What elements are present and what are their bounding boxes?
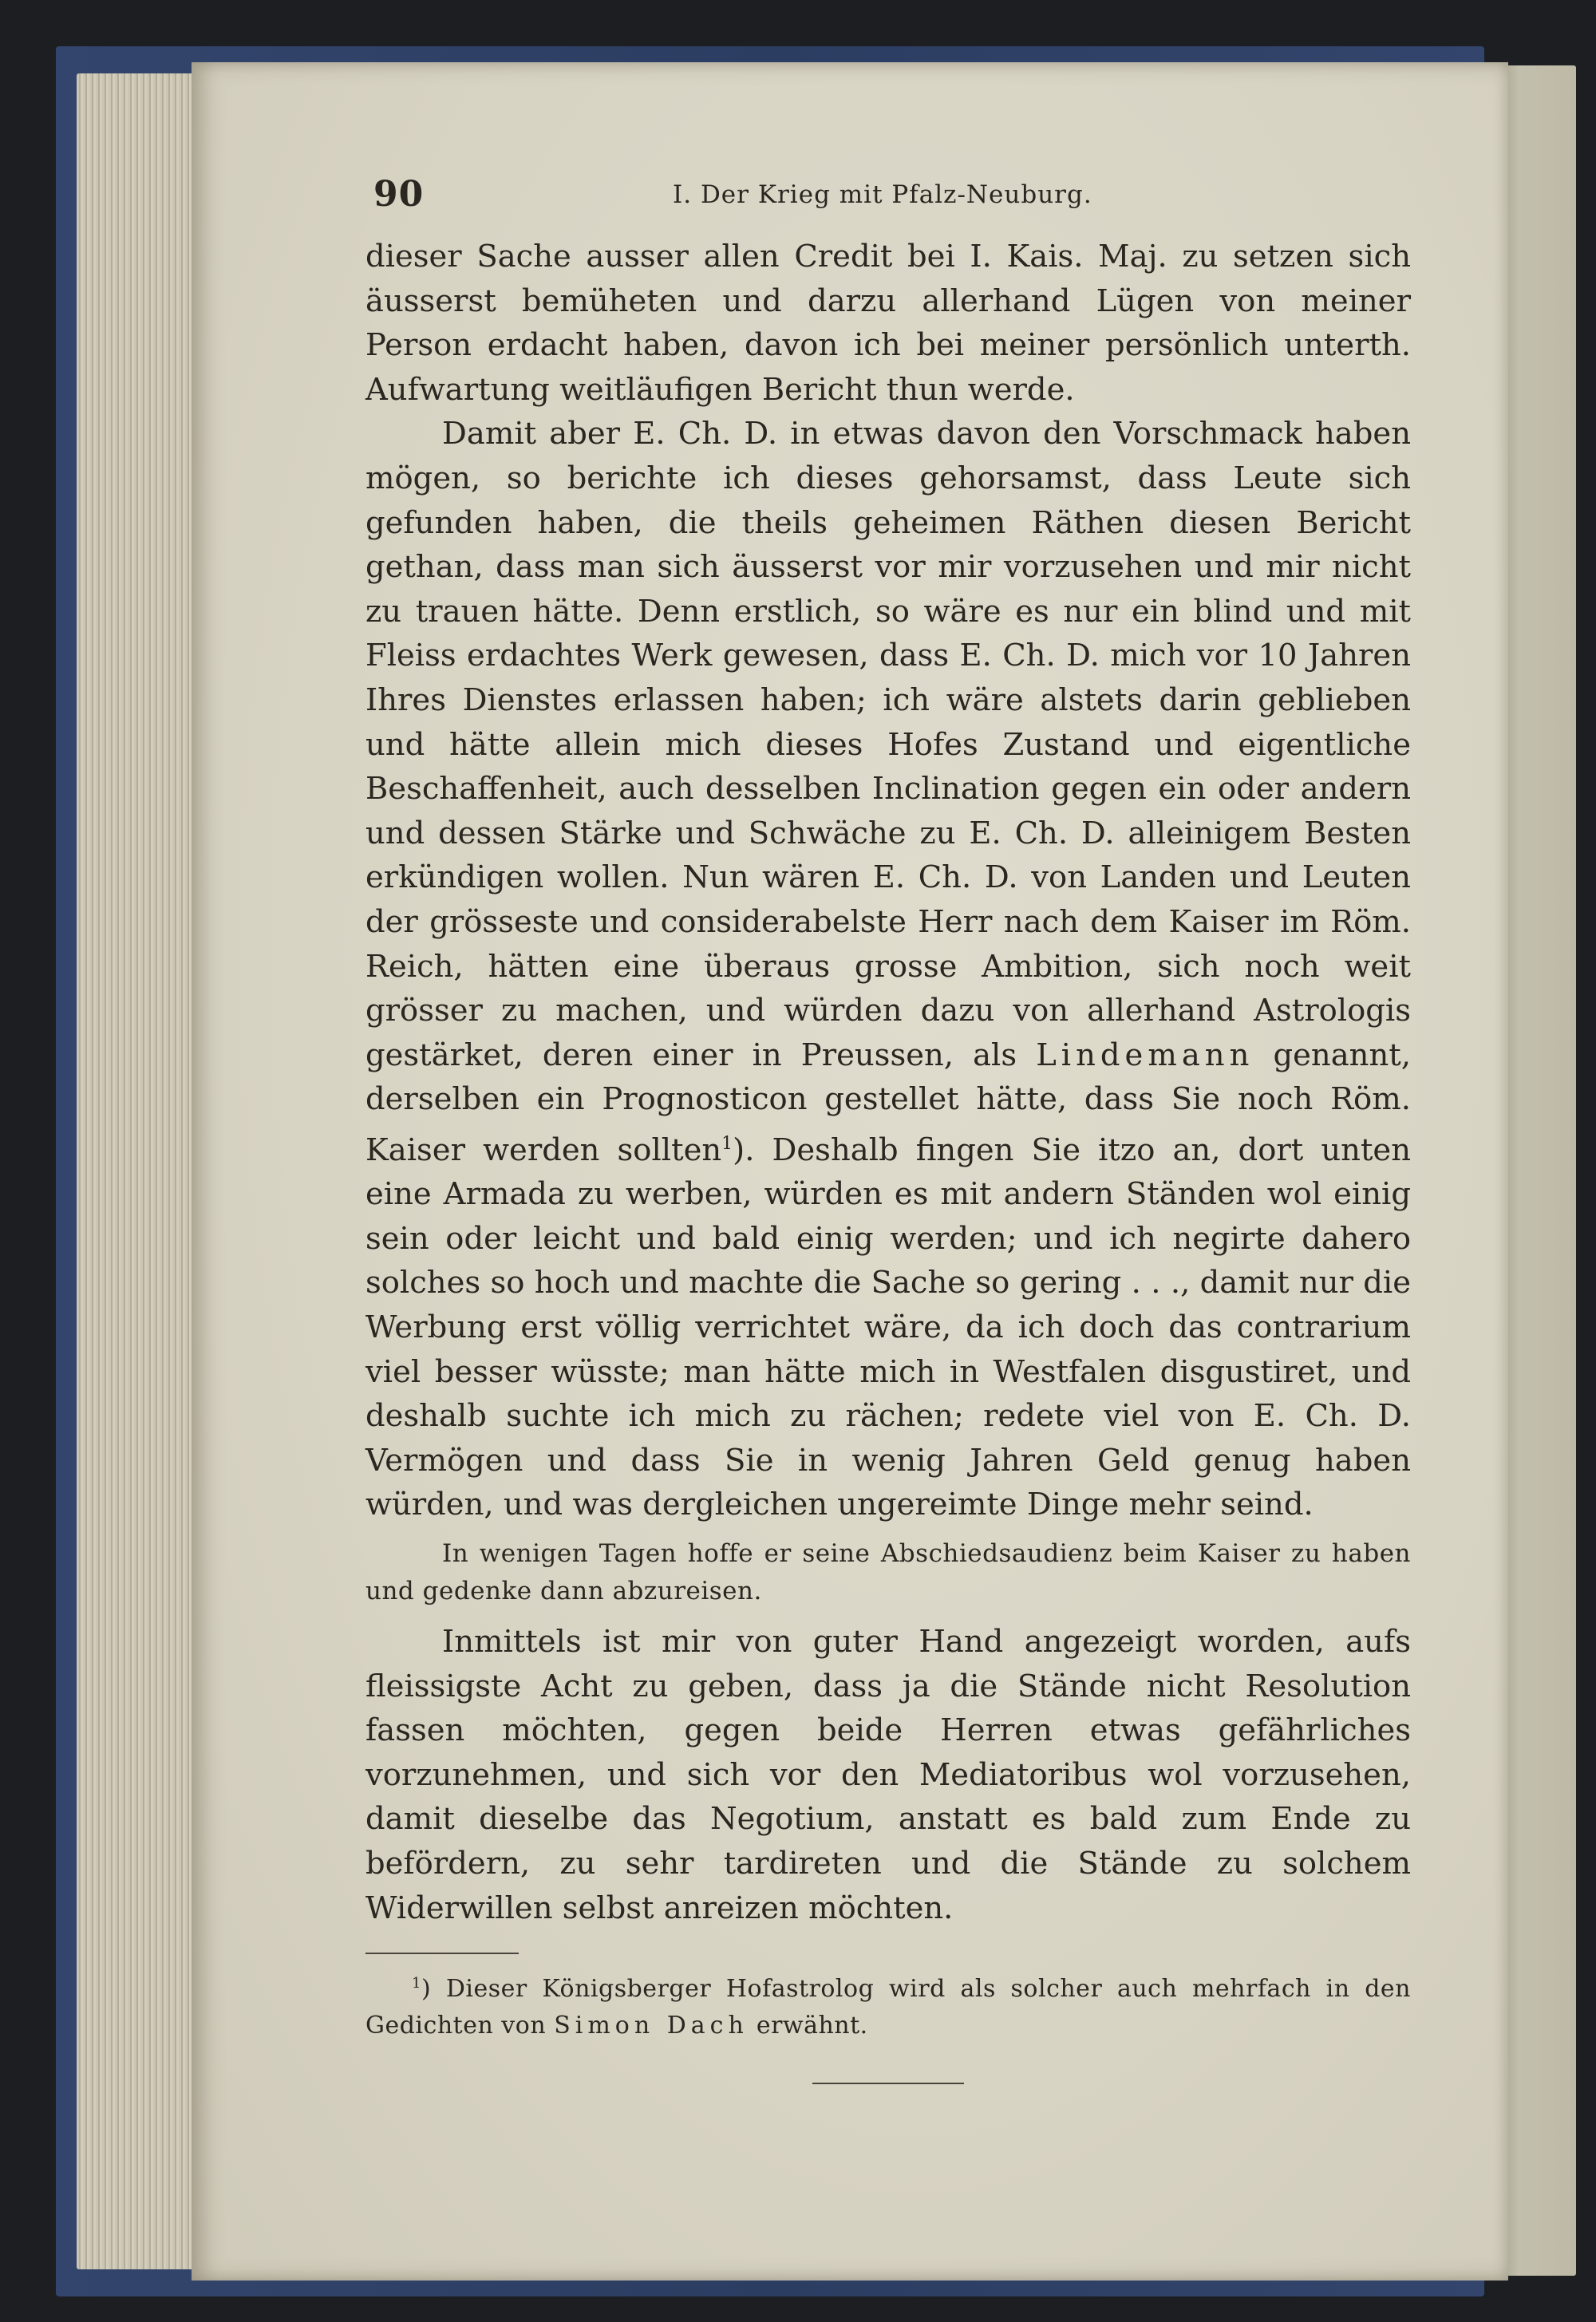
page-header <box>365 163 1411 235</box>
footnote-text-b: erwähnt. <box>756 2012 868 2040</box>
page-number: 90 <box>373 174 425 215</box>
paragraph-1: dieser Sache ausser allen Credit bei I. Kais. Maj. zu setzen sich äusserst bemüheten und darzu allerhand Lügen von meiner Person erdacht haben, davon ich bei meiner persönlich unterth. Aufwartung weitläufigen Bericht thun werde. <box>365 239 1411 408</box>
end-rule <box>812 2083 964 2084</box>
paragraph-3: Inmittels ist mir von guter Hand angezeigt worden, aufs fleissigste Acht zu geben, dass ja die Stände nicht Resolution fassen möchten, gegen beide Herren etwas gefährliches vorzunehmen, und sich vor den Mediatoribus wol vorzusehen, damit dieselbe das Negotium, anstatt es bald zum Ende zu befördern, zu sehr tardireten und die Stände zu solchem Widerwillen selbst anreizen möchten. <box>365 1624 1411 1926</box>
footnote-text-a: ) Dieser Königsberger Hofastrolog wird als solcher auch mehrfach in den Gedichten von <box>365 1975 1411 2040</box>
paragraph-2 <box>365 412 1411 1527</box>
footnote-marker: 1 <box>412 1975 421 1992</box>
right-page-edge <box>1500 65 1576 2276</box>
text-block <box>365 163 1411 2084</box>
footnote <box>365 1965 1411 2044</box>
paragraph-2-text-c: ). Deshalb fingen Sie itzo an, dort unten eine Armada zu werben, würden es mit andern Ständen wol einig sein oder leicht und bald einig werden; und ich negirte dahero solches so hoch und machte die Sache so gering . . ., damit nur die Werbung erst völlig verrichtet wäre, da ich doch das contrarium viel besser wüsste; man hätte mich in Westfalen disgustiret, und deshalb suchte ich mich zu rächen; redete viel von E. Ch. D. Vermögen und dass Sie in wenig Jahren Geld genug haben würden, und was dergleichen ungereimte Dinge mehr seind. <box>365 1131 1412 1523</box>
running-head: I. Der Krieg mit Pfalz-Neuburg. <box>673 180 1092 209</box>
paragraph-2-text-b: genannt, derselben ein Prognosticon gestellet hätte, dass Sie noch Röm. Kaiser werden sollten <box>365 1037 1411 1168</box>
name-lindemann: Lindemann <box>1036 1037 1254 1073</box>
footnote-rule <box>365 1953 519 1954</box>
paragraph-2-text-a: Damit aber E. Ch. D. in etwas davon den Vorschmack haben mögen, so berichte ich dieses gehorsamst, dass Leute sich gefunden haben, die theils geheimen Räthen diesen Bericht gethan, dass man sich äusserst vor mir vorzusehen und mir nicht zu trauen hätte. Denn erstlich, so wäre es nur ein blind und mit Fleiss erdachtes Werk gewesen, dass E. Ch. D. mich vor 10 Jahren Ihres Dienstes erlassen haben; ich wäre alstets darin geblieben und hätte allein mich dieses Hofes Zustand und eigentliche Beschaffenheit, auch desselben Inclination gegen ein oder andern und dessen Stärke und Schwäche zu E. Ch. D. alleinigem Besten erkündigen wollen. Nun wären E. Ch. D. von Landen und Leuten der grösseste und considerabelste Herr nach dem Kaiser im Röm. Reich, hätten eine überaus grosse Ambition, sich noch weit grösser zu machen, und würden dazu von allerhand Astrologis gestärket, deren einer in Preussen, als <box>365 416 1411 1073</box>
editor-note: In wenigen Tagen hoffe er seine Abschiedsaudienz beim Kaiser zu haben und gedenke dann abzureisen. <box>365 1539 1411 1606</box>
page-edges <box>77 73 204 2269</box>
footnote-ref: 1 <box>721 1133 733 1154</box>
footnote-name: Simon Dach <box>554 2012 749 2040</box>
